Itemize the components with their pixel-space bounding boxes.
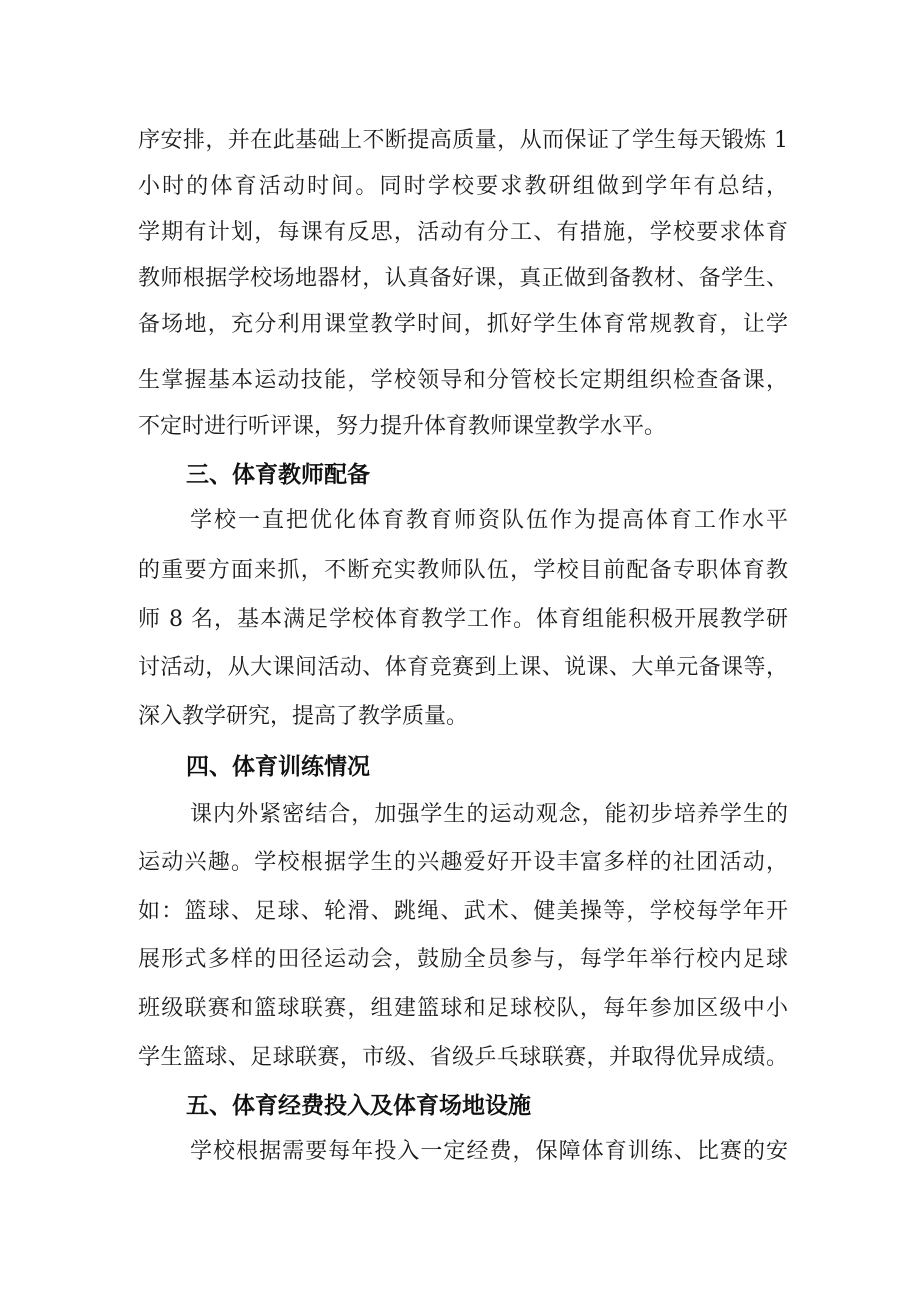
paragraph-line: 深入教学研究，提高了教学质量。 xyxy=(138,704,469,729)
paragraph-line: 生掌握基本运动技能，学校领导和分管校长定期组织检查备课， xyxy=(138,368,788,393)
paragraph-line: 小时的体育活动时间。同时学校要求教研组做到学年有总结， xyxy=(138,174,788,199)
paragraph-line: 师 8 名，基本满足学校体育教学工作。体育组能积极开展教学研 xyxy=(138,607,788,632)
paragraph-line: 运动兴趣。学校根据学生的兴趣爱好开设丰富多样的社团活动， xyxy=(138,850,788,875)
paragraph-line: 讨活动，从大课间活动、体育竞赛到上课、说课、大单元备课等， xyxy=(138,655,788,680)
section-heading: 三、体育教师配备 xyxy=(186,462,370,488)
paragraph-line: 教师根据学校场地器材，认真备好课，真正做到备教材、备学生、 xyxy=(138,266,788,291)
section-heading: 五、体育经费投入及体育场地设施 xyxy=(186,1093,531,1119)
paragraph-line: 如：篮球、足球、轮滑、跳绳、武术、健美操等，学校每学年开 xyxy=(138,899,788,924)
paragraph-line: 学生篮球、足球联赛，市级、省级乒乓球联赛，并取得优异成绩。 xyxy=(138,1045,788,1070)
paragraph-line: 备场地，充分利用课堂教学时间，抓好学生体育常规教育，让学 xyxy=(138,312,788,337)
paragraph-line: 序安排，并在此基础上不断提高质量，从而保证了学生每天锻炼 1 xyxy=(138,128,788,153)
paragraph-line: 学校根据需要每年投入一定经费，保障体育训练、比赛的安 xyxy=(190,1139,788,1164)
section-heading: 四、体育训练情况 xyxy=(186,754,370,780)
paragraph-line: 不定时进行听评课，努力提升体育教师课堂教学水平。 xyxy=(138,414,667,439)
paragraph-line: 学校一直把优化体育教育师资队伍作为提高体育工作水平 xyxy=(190,508,788,533)
paragraph-line: 课内外紧密结合，加强学生的运动观念，能初步培养学生的 xyxy=(190,802,788,827)
paragraph-line: 学期有计划，每课有反思，活动有分工、有措施，学校要求体育 xyxy=(138,220,788,245)
paragraph-line: 班级联赛和篮球联赛，组建篮球和足球校队，每年参加区级中小 xyxy=(138,996,788,1021)
paragraph-line: 展形式多样的田径运动会，鼓励全员参与，每学年举行校内足球 xyxy=(138,947,788,972)
paragraph-line: 的重要方面来抓，不断充实教师队伍，学校目前配备专职体育教 xyxy=(138,558,788,583)
